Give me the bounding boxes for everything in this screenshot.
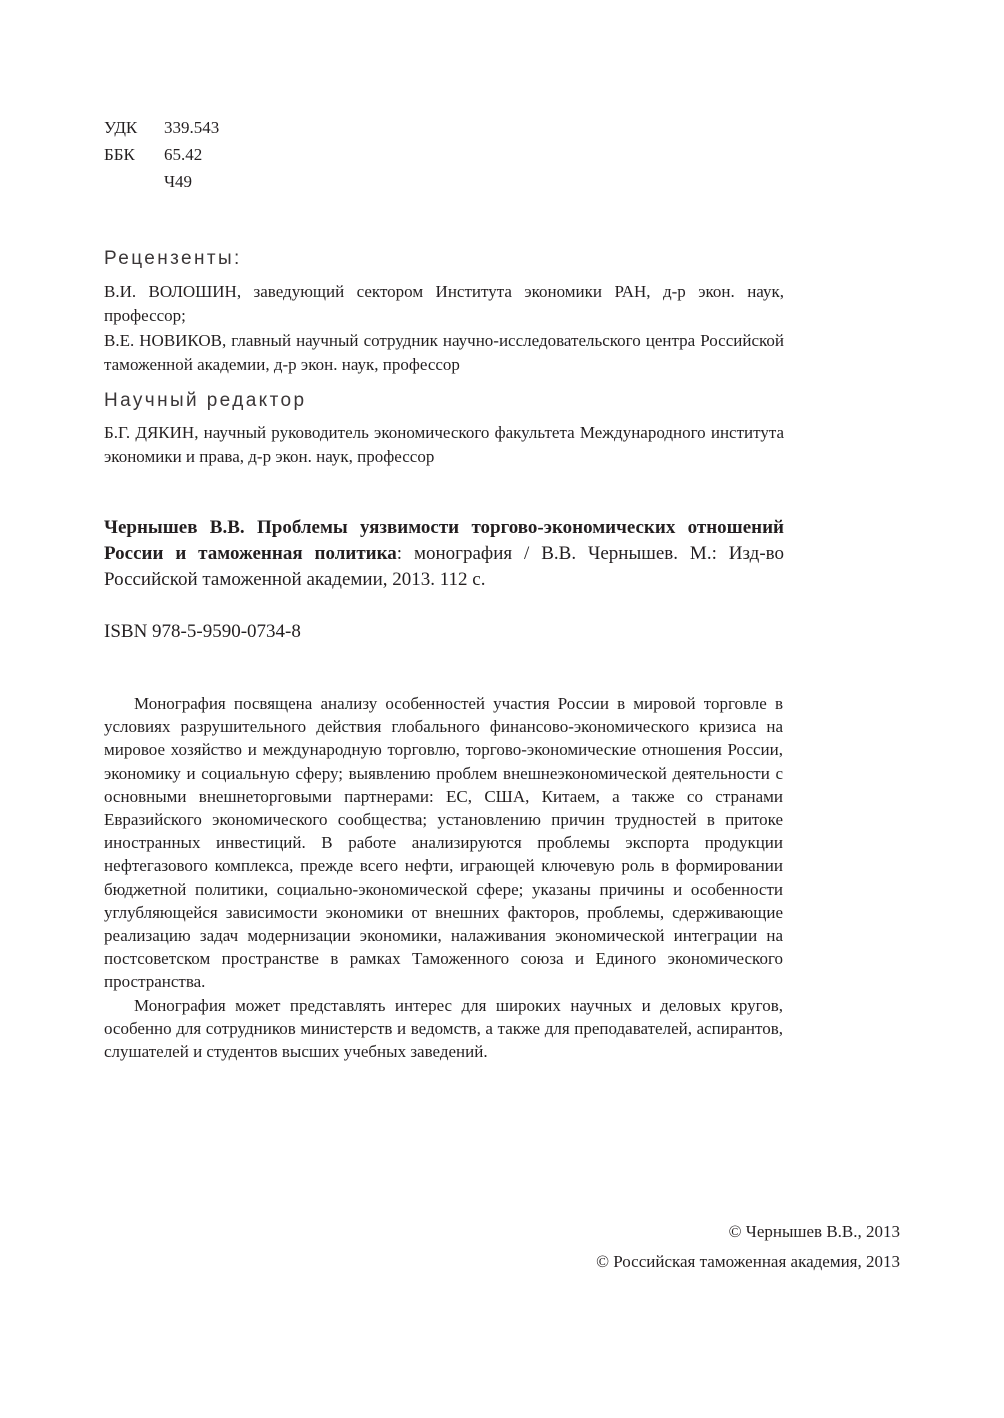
classification-key <box>104 168 164 195</box>
abstract-paragraph: Монография посвящена анализу особенностей участия России в мировой торговле в условиях разрушительного действия глобального финансово-экономического кризиса на мировое хозяйство и международную торговлю, торгово-экономические отношения России, экономику и социальную сферу; выявлению проблем внешнеэкономической деятельности с основными внешнеторговыми партнерами: ЕС, США, Китаем, а также со странами Евразийского экономического сообщества; установлению причин трудностей в притоке иностранных инвестиций. В работе анализируются проблемы экспорта продукции нефтегазового комплекса, прежде всего нефти, играющей ключевую роль в формировании бюджетной политики, социально-экономической сфере; указаны причины и особенности углубляющейся зависимости экономики от внешних факторов, проблемы, сдерживающие реализацию задач модернизации экономики, налаживания экономической интеграции на постсоветском пространстве в рамках Таможенного союза и Единого экономического пространства. <box>104 694 783 992</box>
classification-row-author-mark <box>104 168 219 195</box>
isbn: ISBN 978-5-9590-0734-8 <box>104 621 301 642</box>
reviewer-entry: В.И. ВОЛОШИН, заведующий сектором Института экономики РАН, д-р экон. наук, профессор; <box>104 282 784 325</box>
classification-row-bbk <box>104 141 219 168</box>
editor-heading: Научный редактор <box>104 390 307 411</box>
classification-key: ББК <box>104 145 135 164</box>
classification-row-udk <box>104 114 219 141</box>
classification-codes <box>104 114 219 195</box>
classification-value: Ч49 <box>164 172 193 191</box>
classification-key: УДК <box>104 118 138 137</box>
citation-author-title: Чернышев В.В. Проблемы уязвимости торгово-экономических отношений России и таможенная политика <box>104 517 784 564</box>
editor-entry: Б.Г. ДЯКИН, научный руководитель экономического факультета Международного института экономики и права, д-р экон. наук, профессор <box>104 423 784 466</box>
copyright-author: © Чернышев В.В., 2013 <box>728 1222 900 1241</box>
reviewers-heading: Рецензенты: <box>104 248 242 269</box>
classification-value: 65.42 <box>164 145 203 164</box>
classification-value: 339.543 <box>164 118 220 137</box>
citation-publication-details: : монография / В.В. Чернышев. М.: Изд-во Российской таможенной академии, 2013. 112 с. <box>104 543 784 590</box>
reviewer-entry: В.Е. НОВИКОВ, главный научный сотрудник научно-исследовательского центра Российской таможенной академии, д-р экон. наук, профессор <box>104 331 784 374</box>
copyright-publisher: © Российская таможенная академия, 2013 <box>596 1252 900 1271</box>
bibliographic-citation <box>104 515 784 593</box>
abstract <box>104 692 783 1063</box>
abstract-paragraph: Монография может представлять интерес для широких научных и деловых кругов, особенно для сотрудников министерств и ведомств, а также для преподавателей, аспирантов, слушателей и студентов высших учебных заведений. <box>104 995 783 1062</box>
